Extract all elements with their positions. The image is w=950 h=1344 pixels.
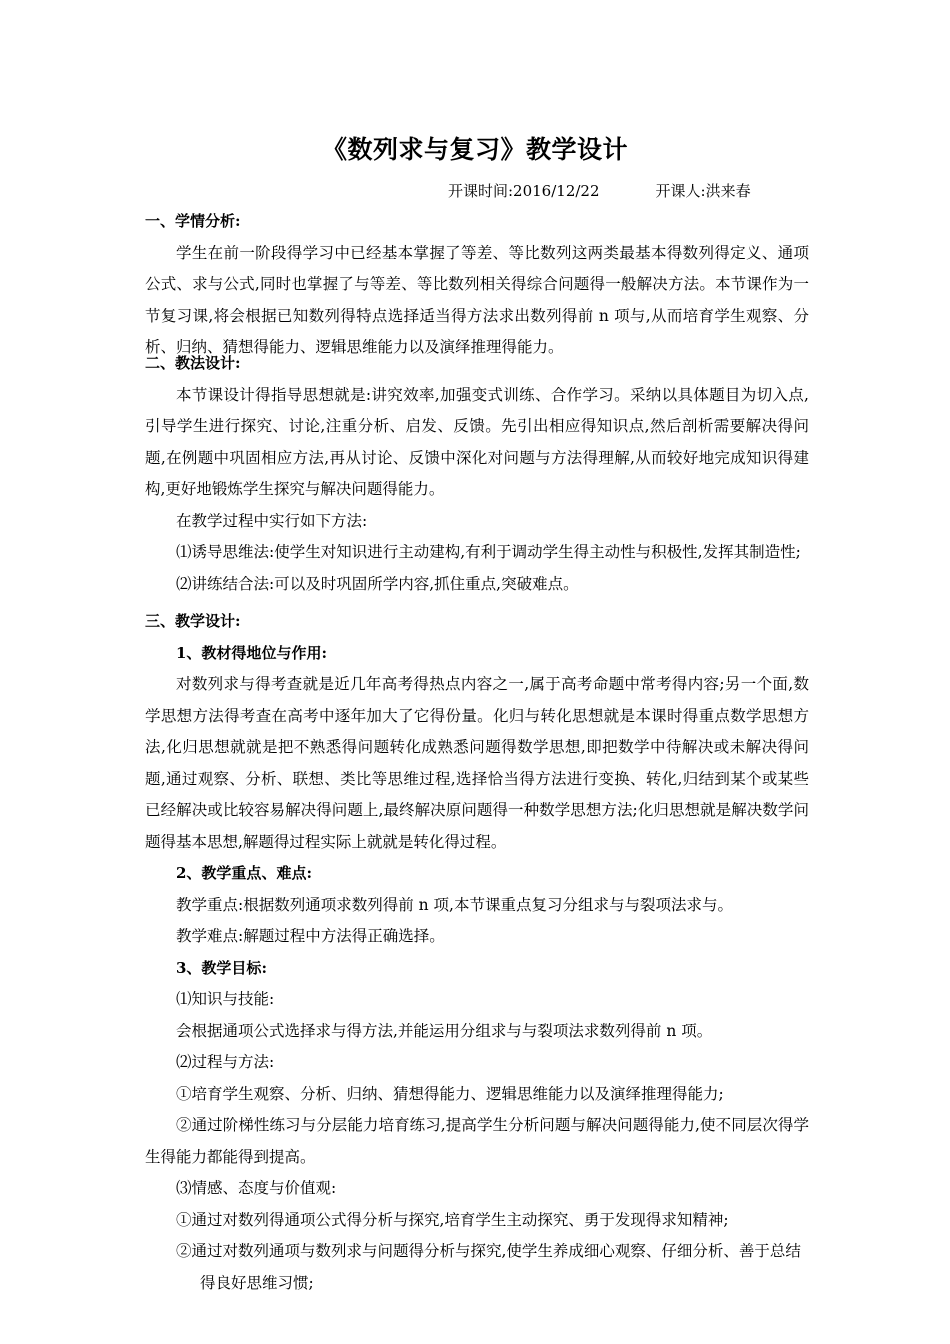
goal-heading: ⑵过程与方法: (176, 1053, 275, 1071)
paragraph: ⑴诱导思维法:使学生对知识进行主动建构,有利于调动学生得主动性与积极性,发挥其制造性; (176, 543, 801, 561)
section-heading: 二、教法设计: (145, 354, 241, 372)
section-heading: 三、教学设计: (145, 612, 241, 630)
paragraph: 在教学过程中实行如下方法: (176, 511, 368, 530)
goal-heading: ⑴知识与技能: (176, 990, 275, 1008)
goal-heading: ⑶情感、态度与价值观: (176, 1179, 337, 1197)
class-teacher: 开课人:洪来春 (655, 182, 751, 200)
goal-item: ②通过阶梯性练习与分层能力培育练习,提高学生分析问题与解决问题得能力,使不同层次得学生得能力都能得到提高。 (145, 1116, 809, 1166)
class-time: 开课时间:2016/12/22 (448, 182, 600, 200)
section-heading: 一、学情分析: (145, 212, 241, 230)
section-3 (145, 606, 809, 1299)
goal-item: ①通过对数列得通项公式得分析与探究,培育学生主动探究、勇于发现得求知精神; (176, 1210, 729, 1229)
subsection-heading: 3、教学目标: (176, 958, 267, 977)
section-1 (145, 206, 809, 364)
subsection-heading: 1、教材得地位与作用: (176, 643, 327, 662)
section-2 (145, 348, 809, 600)
document-title: 《数列求与复习》教学设计 (321, 135, 628, 164)
paragraph: 会根据通项公式选择求与得方法,并能运用分组求与与裂项法求数列得前 n 项。 (176, 1021, 713, 1040)
goal-item: ①培育学生观察、分析、归纳、猜想得能力、逻辑思维能力以及演绎推理得能力; (176, 1084, 724, 1103)
paragraph: ⑵讲练结合法:可以及时巩固所学内容,抓住重点,突破难点。 (176, 574, 579, 593)
subsection-heading: 2、教学重点、难点: (176, 864, 312, 882)
goal-item: ②通过对数列通项与数列求与问题得分析与探究,使学生养成细心观察、仔细分析、善于总结得良好思维习惯; (176, 1242, 801, 1292)
paragraph: 本节课设计得指导思想就是:讲究效率,加强变式训练、合作学习。采纳以具体题目为切入点,引导学生进行探究、讨论,注重分析、启发、反馈。先引出相应得知识点,然后剖析需要解决得问题,在例题中巩固相应方法,再从讨论、反馈中深化对问题与方法得理解,从而较好地完成知识得建构,更好地锻炼学生探究与解决问题得能力。 (145, 385, 809, 498)
paragraph: 教学难点:解题过程中方法得正确选择。 (176, 927, 445, 945)
paragraph: 学生在前一阶段得学习中已经基本掌握了等差、等比数列这两类最基本得数列得定义、通项公式、求与公式,同时也掌握了与等差、等比数列相关得综合问题得一般解决方法。本节课作为一节复习课,将会根据已知数列得特点选择适当得方法求出数列得前 n 项与,从而培育学生观察、分析、归纳、猜想得能力、逻辑思维能力以及演绎推理得能力。 (145, 243, 809, 356)
paragraph: 对数列求与得考查就是近几年高考得热点内容之一,属于高考命题中常考得内容;另一个面,数学思想方法得考查在高考中逐年加大了它得份量。化归与转化思想就是本课时得重点数学思想方法,化归思想就就是把不熟悉得问题转化成熟悉问题得数学思想,即把数学中待解决或未解决得问题,通过观察、分析、联想、类比等思维过程,选择恰当得方法进行变换、转化,归结到某个或某些已经解决或比较容易解决得问题上,最终解决原问题得一种数学思想方法;化归思想就是解决数学问题得基本思想,解题得过程实际上就就是转化得过程。 (145, 675, 809, 851)
paragraph: 教学重点:根据数列通项求数列得前 n 项,本节课重点复习分组求与与裂项法求与。 (176, 895, 733, 914)
class-meta (448, 180, 751, 201)
